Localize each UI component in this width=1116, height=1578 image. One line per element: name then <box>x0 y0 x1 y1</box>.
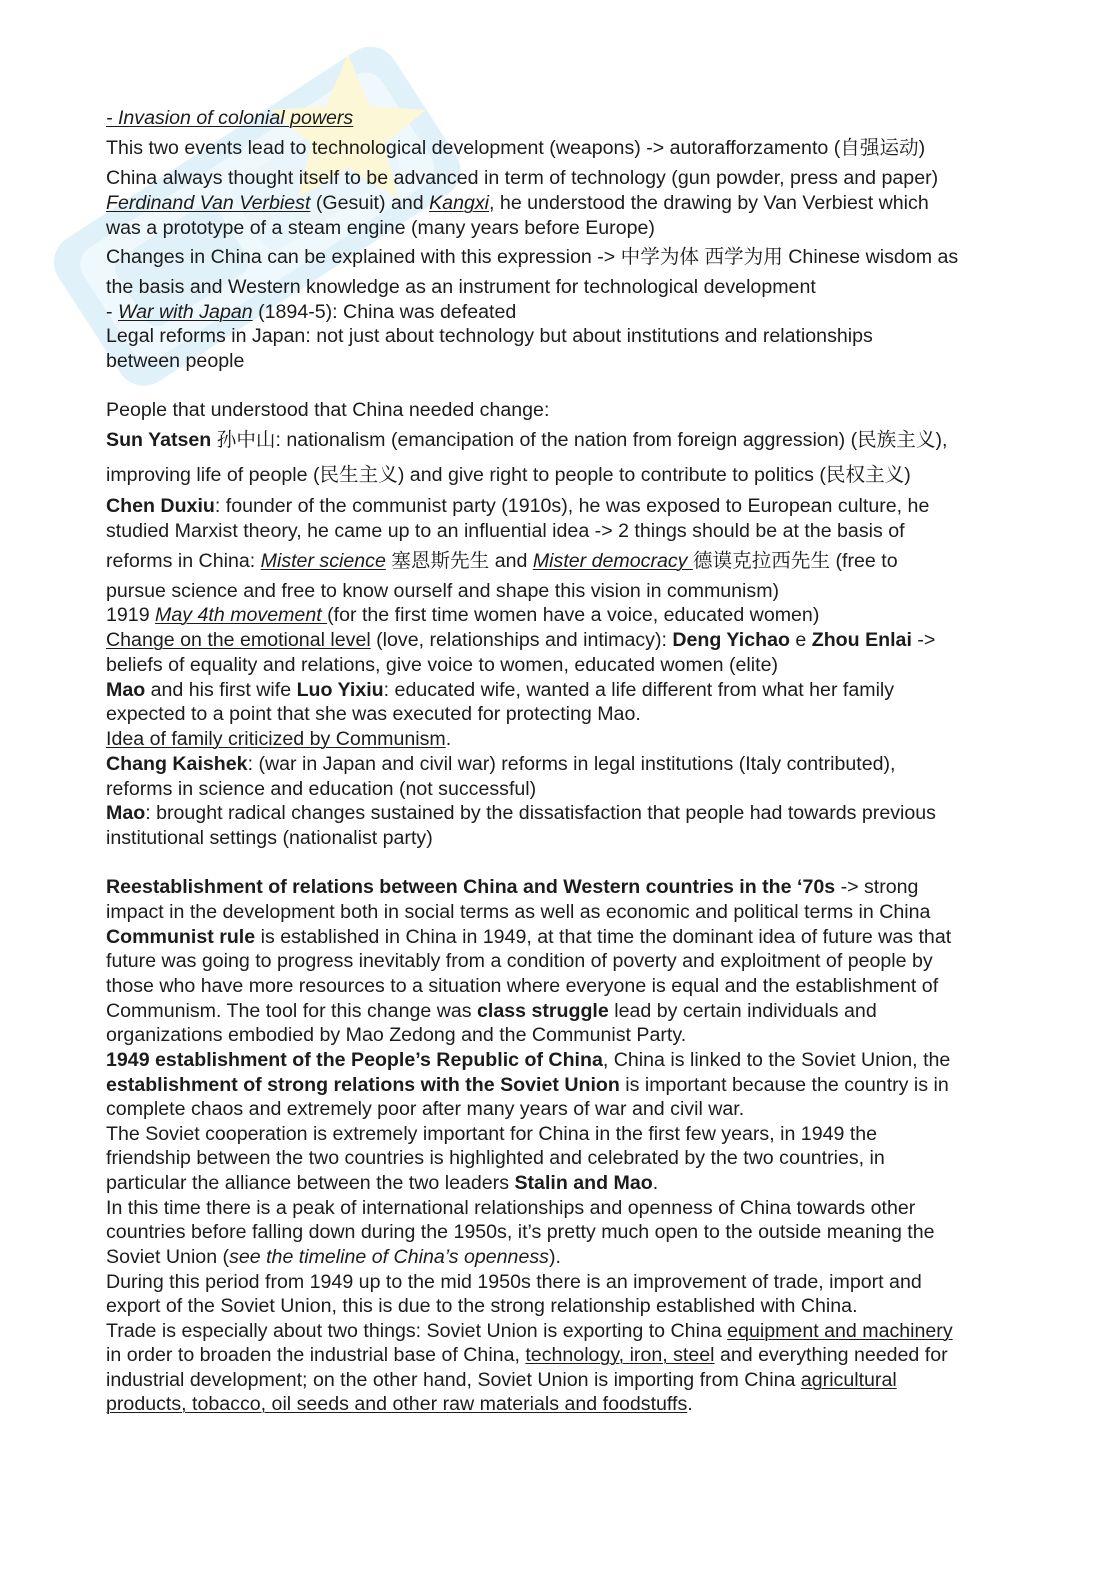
text-run: China always thought itself to be advanced in term of technology (gun powder, press and paper) <box>106 167 939 189</box>
text-line <box>106 135 925 161</box>
text-run: 塞恩斯先生 and <box>385 550 533 572</box>
text-line <box>106 323 873 349</box>
text-run: in order to broaden the industrial base of China, <box>106 1344 526 1366</box>
text-run: complete chaos and extremely poor after many years of war and civil war. <box>106 1098 745 1120</box>
underlined-text: Idea of family criticized by Communism <box>106 728 446 750</box>
text-line <box>106 825 433 851</box>
text-run: -> strong <box>835 876 919 898</box>
text-line <box>106 602 819 628</box>
text-line <box>106 726 451 752</box>
text-line <box>106 973 938 999</box>
bold-text: 1949 establishment of the People’s Republic of China <box>106 1049 603 1071</box>
text-run: : brought radical changes sustained by the dissatisfaction that people had towards previous <box>145 802 936 824</box>
italic-underlined-text: Mister democracy <box>532 550 693 572</box>
text-line <box>106 578 779 604</box>
text-run: -> <box>911 629 936 651</box>
text-run: (for the first time women have a voice, educated women) <box>327 604 820 626</box>
text-line <box>106 948 933 974</box>
text-run: People that understood that China needed change: <box>106 399 550 421</box>
italic-underlined-text: Ferdinand Van Verbiest <box>106 192 311 214</box>
text-line <box>106 1096 744 1122</box>
text-run: reforms in China: <box>106 550 261 572</box>
text-line <box>106 1022 686 1048</box>
text-line <box>106 1391 693 1417</box>
text-line <box>106 1367 897 1393</box>
underlined-text: technology, iron, steel <box>525 1344 715 1366</box>
text-run: countries before falling down during the 1950s, it’s pretty much open to the outside meaning the <box>106 1221 935 1243</box>
italic-underlined-text: Kangxi <box>429 192 490 214</box>
text-run: . <box>687 1393 693 1415</box>
text-run: . <box>445 728 452 750</box>
text-line <box>106 165 938 191</box>
text-line <box>106 518 905 544</box>
text-line <box>106 1121 877 1147</box>
text-line <box>106 899 930 925</box>
text-line <box>106 462 911 488</box>
bold-text: Chang Kaishek <box>106 753 248 775</box>
text-run: those who have more resources to a situation where everyone is equal and the establishment of <box>106 975 939 997</box>
text-run: particular the alliance between the two leaders <box>106 1172 515 1194</box>
text-run: 1919 <box>106 604 156 626</box>
bold-text: Mao <box>106 802 146 824</box>
text-run: between people <box>106 350 245 372</box>
text-run: e <box>789 629 812 651</box>
text-line <box>106 1072 949 1098</box>
bold-text: establishment of strong relations with the Soviet Union <box>106 1074 620 1096</box>
underlined-text: agricultural <box>800 1369 897 1391</box>
text-run: Trade is especially about two things: Soviet Union is exporting to China <box>106 1320 728 1342</box>
text-line <box>106 1342 948 1368</box>
italic-underlined-text: May 4th movement <box>155 604 328 626</box>
text-run: This two events lead to technological development (weapons) -> autorafforzamento (自强运动) <box>106 137 926 159</box>
text-line <box>106 1293 858 1319</box>
text-run: beliefs of equality and relations, give voice to women, educated women (elite) <box>106 654 779 676</box>
text-run: Communism. The tool for this change was <box>106 1000 477 1022</box>
text-line <box>106 548 898 574</box>
text-run: institutional settings (nationalist party) <box>106 827 433 849</box>
text-run: (love, relationships and intimacy): <box>370 629 673 651</box>
underlined-text: equipment and machinery <box>727 1320 953 1342</box>
text-line <box>106 751 896 777</box>
text-run: was a prototype of a steam engine (many years before Europe) <box>106 217 655 239</box>
underlined-text: Change on the emotional level <box>106 629 371 651</box>
text-line <box>106 998 877 1024</box>
text-run: In this time there is a peak of international relationships and openness of China towards other <box>106 1197 916 1219</box>
text-line <box>106 190 929 216</box>
text-line <box>106 244 958 270</box>
text-run: (1894-5): China was defeated <box>252 301 517 323</box>
bold-text: Chen Duxiu <box>106 495 215 517</box>
italic-text: see the timeline of China’s openness <box>229 1246 549 1268</box>
text-line <box>106 427 947 453</box>
text-run: expected to a point that she was executed for protecting Mao. <box>106 703 641 725</box>
text-run: export of the Soviet Union, this is due to the strong relationship established with China. <box>106 1295 858 1317</box>
text-run: 孙中山: nationalism (emancipation of the nation from foreign aggression) (民族主义), <box>211 429 948 451</box>
text-run: Legal reforms in Japan: not just about technology but about institutions and relationships <box>106 325 873 347</box>
text-line <box>106 874 918 900</box>
text-line <box>106 1195 915 1221</box>
bold-text: Luo Yixiu <box>296 679 384 701</box>
text-run: is established in China in 1949, at that time the dominant idea of future was that <box>255 926 952 948</box>
text-run: organizations embodied by Mao Zedong and the Communist Party. <box>106 1024 687 1046</box>
bold-text: Mao <box>106 679 146 701</box>
text-run: During this period from 1949 up to the mid 1950s there is an improvement of trade, import and <box>106 1271 922 1293</box>
text-line <box>106 924 951 950</box>
text-line <box>106 677 894 703</box>
text-run: Changes in China can be explained with this expression -> 中学为体 西学为用 Chinese wisdom as <box>106 246 959 268</box>
text-run: friendship between the two countries is highlighted and celebrated by the two countries, in <box>106 1147 885 1169</box>
text-run: studied Marxist theory, he came up to an influential idea -> 2 things should be at the basis of <box>106 520 905 542</box>
bold-text: Communist rule <box>106 926 256 948</box>
text-line <box>106 1318 953 1344</box>
text-run: and his first wife <box>145 679 297 701</box>
text-line <box>106 348 244 374</box>
underlined-text: products, tobacco, oil seeds and other raw materials and foodstuffs <box>106 1393 688 1415</box>
text-run: (Gesuit) and <box>310 192 430 214</box>
text-line <box>106 1170 658 1196</box>
text-line <box>106 1047 950 1073</box>
text-run: : educated wife, wanted a life different from what her family <box>383 679 895 701</box>
text-line <box>106 397 549 423</box>
text-run: , China is linked to the Soviet Union, the <box>602 1049 951 1071</box>
text-line <box>106 215 655 241</box>
italic-underlined-text: Mister science <box>260 550 386 572</box>
text-run: , he understood the drawing by Van Verbiest which <box>489 192 929 214</box>
text-line <box>106 776 536 802</box>
text-run: improving life of people (民生主义) and give right to people to contribute to politics (民权主义) <box>106 464 911 486</box>
bold-text: Stalin and Mao <box>514 1172 653 1194</box>
text-run: The Soviet cooperation is extremely important for China in the first few years, in 1949 the <box>106 1123 878 1145</box>
text-line <box>106 1145 885 1171</box>
bold-text: Reestablishment of relations between China and Western countries in the ‘70s <box>106 876 836 898</box>
text-line <box>106 701 641 727</box>
text-run: : founder of the communist party (1910s), he was exposed to European culture, he <box>214 495 930 517</box>
text-run: : (war in Japan and civil war) reforms in legal institutions (Italy contributed), <box>247 753 896 775</box>
text-run: - <box>106 301 118 323</box>
text-run: future was going to progress inevitably from a condition of poverty and exploitment of people by <box>106 950 933 972</box>
text-run: is important because the country is in <box>619 1074 949 1096</box>
text-run: and everything needed for <box>714 1344 948 1366</box>
text-line <box>106 274 816 300</box>
text-run: the basis and Western knowledge as an instrument for technological development <box>106 276 816 298</box>
text-line <box>106 652 778 678</box>
text-line <box>106 1244 561 1270</box>
text-run: 德谟克拉西先生 (free to <box>692 550 898 572</box>
bold-text: Deng Yichao <box>672 629 790 651</box>
text-run: Soviet Union ( <box>106 1246 230 1268</box>
text-run: lead by certain individuals and <box>608 1000 877 1022</box>
italic-underlined-text: War with Japan <box>117 301 253 323</box>
text-line <box>106 627 935 653</box>
text-run: . <box>652 1172 659 1194</box>
text-run: impact in the development both in social terms as well as economic and political terms in China <box>106 901 931 923</box>
text-run: reforms in science and education (not successful) <box>106 778 537 800</box>
bold-text: Zhou Enlai <box>811 629 912 651</box>
text-line <box>106 299 516 325</box>
italic-underlined-text: - Invasion of colonial powers <box>106 107 354 129</box>
text-line <box>106 105 353 131</box>
text-run: ). <box>548 1246 561 1268</box>
text-run: pursue science and free to know ourself and shape this vision in communism) <box>106 580 780 602</box>
text-run: industrial development; on the other hand, Soviet Union is importing from China <box>106 1369 801 1391</box>
bold-text: class struggle <box>477 1000 609 1022</box>
text-line <box>106 1219 935 1245</box>
text-line <box>106 493 929 519</box>
bold-text: Sun Yatsen <box>106 429 212 451</box>
text-line <box>106 1269 922 1295</box>
text-line <box>106 800 936 826</box>
